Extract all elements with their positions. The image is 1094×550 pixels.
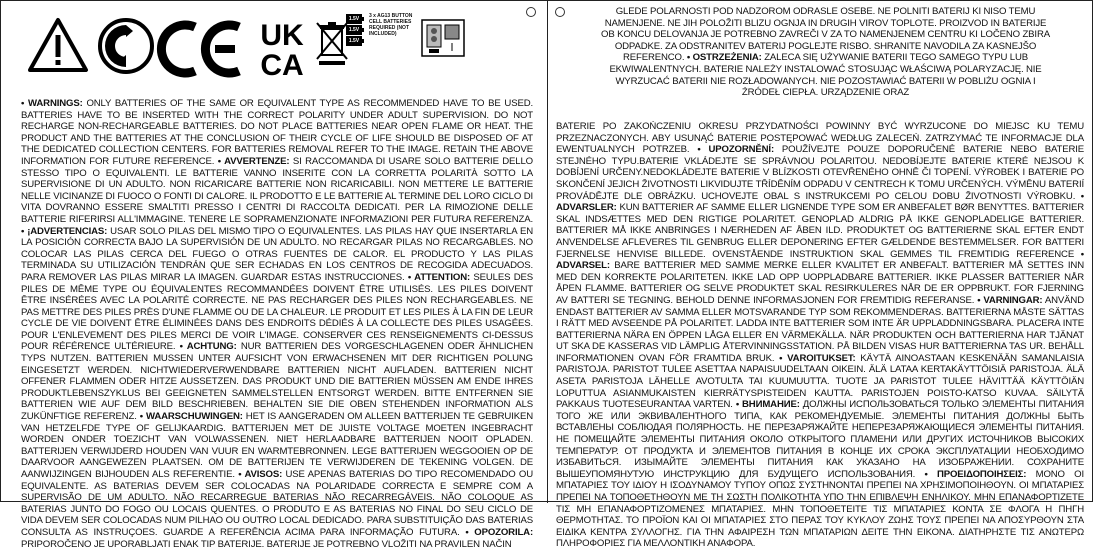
warning-fi: • VAROITUKSET: KÄYTÄ AINOASTAAN KESKENÄÄN SAMANLAISIA PARISTOJA. PARISTOT TULEE ASETTAA NAPAISUUDELTAAN OIKEIN. ÄLÄ LATAA KERTAKÄYTTÖISIÄ PARISTOJA. ÄLÄ ASETA PARISTOJA LÄHELLE AVOTULTA TAI KUUMUUTTA. TUOTE JA PARISTOT TULEE HÄVITTÄÄ KÄYTTÖIÄN LOPUTTUA ASIANMUKAISTEN KIERRÄTYSPISTEIDEN KAUTTA. PARISTOJEN POISTO-KATSO KUVAA. SÄILYTÄ PAKKAUS TUOTESEURANTAA VARTEN. bbox=[556, 352, 1085, 411]
crossed-out-bin-icon bbox=[315, 19, 349, 67]
warning-en: • WARNINGS: ONLY BATTERIES OF THE SAME OR EQUIVALENT TYPE AS RECOMMENDED HAVE TO BE USED. BATTERIES HAVE TO BE INSERTED WITH THE CORRECT POLARITY UNDER ADULT SUPERVISION. DO NOT RECHARGE NON-RECHARGEABLE BATTERIES. DO NOT PLACE BATTERIES NEAR OPEN FLAME OR HEAT. THE PRODUCT AND THE BATTERIES AT THE CONCLUSION OF THEIR CYCLE OF LIFE SHOULD BE DISPOSED OF AT THE DEDICATED COLLECTION CENTERS. FOR BATTERIES REMOVAL REFER TO THE IMAGE. RETAIN THE ABOVE INFORMATION FOR FUTURE REFERENCE. bbox=[21, 98, 533, 167]
warning-cs: • UPOZORNĚNÍ: POUŽÍVEJTE POUZE DOPORUČENÉ BATERIE NEBO BATERIE STEJNÉHO TYPU.BATERIE VKLÁDEJTE SE SPRÁVNOU POLARITOU. NEDOBÍJEJTE BATERIE KTERÉ NEJSOU K DOBÍJENÍ URČENY.NEDOKLÁDEJTE BATERIE V BLÍZKOSTI OTEVŘENÉHO OHNĚ ČI TOPENÍ. VÝROBEK I BATERIE PO SKONČENÍ JEJICH ŽIVOTNOSTI LIKVIDUJTE TŘÍDĚNÍM ODPADU V CENTRECH K TOMU URČENÝCH. VÝMĚNU BATERIÍ PROVÁDĚJTE DLE OBRÁZKU. UCHOVEJTE OBAL S INSTRUKCEMI PO CELOU DOBU ŽIVOTNOSTI VÝROBKU. bbox=[556, 144, 1084, 202]
left-warnings-text bbox=[21, 98, 534, 550]
ukca-line2: CA bbox=[260, 49, 304, 82]
right-panel bbox=[548, 1, 1094, 550]
battery-label: 1.5V bbox=[348, 37, 360, 44]
warning-it: • AVVERTENZE: SI RACCOMANDA DI USARE SOLO BATTERIE DELLO STESSO TIPO O EQUIVALENTI. LE BATTERIE VANNO INSERITE CON LA CORRETTA POLARITÀ SOTTO LA SUPERVISIONE DI UN ADULTO. NON RICARICARE BATTERIE NON RICARICABILI. NON METTERE LE BATTERIE NELLE VICINANZE DI FUOCO O FONTI DI CALORE. IL PRODOTTO E LE BATTERIE AL TERMINE DEL LORO CICLO DI VITA DOVRANNO ESSERE SMALTITI PRESSO I CENTRI DI RACCOLTA DEDICATI. PER LA RIMOZIONE DELLE BATTERIE RIFERIRSI ALL'IMMAGINE. TENERE LE SOPRAMENZIONATE INFORMAZIONI PER FUTURA REFERENZA. bbox=[21, 155, 533, 225]
left-panel bbox=[1, 1, 547, 550]
ukca-line1: UK bbox=[260, 19, 304, 52]
warning-el: • ΠΡΟΕΙΔΟΠΟΙΗΣΕΙΣ: ΜΟΝΟ ΟΙ ΜΠΑΤΑΡΙΕΣ ΤΟΥ ΙΔΙΟΥ Η ΙΣΟΔΥΝΑΜΟΥ ΤΥΠΟΥ ΟΠΩΣ ΣΥΣΤΗΝΟΝΤΑΙ ΠΡΕΠΕΙ ΝΑ ΧΡΗΣΙΜΟΠΟΙΗΘΟΥΝ. ΟΙ ΜΠΑΤΑΡΙΕΣ ΠΡΕΠΕΙ ΝΑ ΤΟΠΟΘΕΤΗΘΟΥΝ ΜΕ ΤΗ ΣΩΣΤΗ ΠΟΛΙΚΟΤΗΤΑ ΥΠΟ ΤΗΝ ΕΠΙΒΛΕΨΗ ΕΝΗΛΙΚΟΥ. ΜΗΝ ΕΠΑΝΑΦΟΡΤΙΖΕΤΕ ΤΙΣ ΜΗ ΕΠΑΝΑΦΟΡΤΙΖΟΜΕΝΕΣ ΜΠΑΤΑΡΙΕΣ. ΜΗΝ ΤΟΠΟΘΕΤΕΙΤΕ ΤΙΣ ΜΠΑΤΑΡΙΕΣ ΚΟΝΤΑ ΣΕ ΦΛΟΓΑ Η ΠΗΓΗ ΘΕΡΜΟΤΗΤΑΣ. ΤΟ ΠΡΟΪΟΝ ΚΑΙ ΟΙ ΜΠΑΤΑΡΙΕΣ ΣΤΟ ΠΕΡΑΣ ΤΟΥ ΚΥΚΛΟΥ ΖΩΗΣ ΤΟΥΣ ΠΡΕΠΕΙ ΝΑ ΑΠΟΣΥΡΘΟΥΝ ΣΤΑ ΕΙΔΙΚΑ ΚΕΝΤΡΑ ΣΥΛΛΟΓΗΣ. ΓΙΑ ΤΗΝ ΑΦΑΙΡΕΣΗ ΤΩΝ ΜΠΑΤΑΡΙΩΝ ΔΕΙΤΕ ΤΗΝ ΕΙΚΟΝΑ. ΔΙΑΤΗΡΗΣΤΕ ΤΙΣ ΑΝΩΤΕΡΩ ΠΛΗΡΟΦΟΡΙΕΣ ΓΙΑ ΜΕΛΛΟΝΤΙΚΗ ΑΝΑΦΟΡΑ. bbox=[556, 468, 1084, 550]
warning-triangle-icon bbox=[27, 17, 89, 73]
battery-compartment-diagram-icon bbox=[421, 19, 465, 57]
green-dot-icon bbox=[97, 17, 155, 75]
warning-pl-cont: BATERIE PO ZAKOŃCZENIU OKRESU PRZYDATNOŚCI POWINNY BYĆ WYRZUCONE DO MIEJSC KU TEMU PRZEZNACZONYCH. ABY USUNĄĆ BATERIE POSTĘPOWAĆ WEDŁUG ZALECEŃ. ZATRZYMAĆ TE INFORMACJE DLA EWENTUALNYCH POTRZEB. bbox=[556, 121, 1084, 156]
warning-fr: • ATTENTION: SEULES DES PILES DE MÊME TYPE OU ÉQUIVALENTES RECOMMANDÉES DOIVENT ÊTRE UTILISÉS. LES PILES DOIVENT ÊTRE INSÉRÉES AVEC LA POLARITÉ CORRECTE. NE PAS RECHARGER DES PILES NON RECHARGEABLES. NE PAS METTRE DES PILES PRÈS D'UNE FLAMME OU DE LA CHALEUR. LE PRODUIT ET LES PILES À LA FIN DE LEUR CYCLE DE VIE DOIVENT ÊTRE ÉLIMINÉES DANS DES ENDROITS DÉDIÉS À LA COLLECTE DES PILES USAGÉES. POUR L'ENLEVEMENT DES PILES MERCI DE VOIR L'IMAGE. CONSERVER CES RENSEIGNEMENTS CI-DESSUS POUR RÉFÉRENCE ULTÉRIEURE. bbox=[21, 271, 533, 353]
warning-da: • ADVARSLER: KUN BATTERIER AF SAMME ELLER LIGNENDE TYPE SOM ER ANBEFALET BØR BENYTTES. BATTERIER SKAL INDSÆTTES MED DEN RIGTIGE POLARITET. GENOPLAD ALDRIG PÅ IKKE GENOPLADELIGE BATTERIER. BATTERIER MÅ IKKE ANBRINGES I NÆRHEDEN AF ÅBEN ILD. PRODUKTET OG BATTERIERNE SKAL EFTER ENDT ANVENDELSE AFLEVERES TIL GENBRUG ELLER DEPONERING EFTER GÆLDENDE BESTEMMELSER. FOR BATTERI FJERNELSE HENVISE BILLEDE. OVENSTÅENDE INSTRUKTION SKAL GEMMES TIL FREMTIDIG REFERENCE bbox=[556, 190, 1084, 260]
warning-sl-cont: GLEDE POLARNOSTI POD NADZOROM ODRASLE OSEBE. NE POLNITI BATERIJ KI NISO TEMU NAMENJENE. NE JIH POLOŽITI BLIZU OGNJA IN DRUGIH VIROV TOPLOTE. PROIZVOD IN BATERIJE OB KONCU DELOVANJA JE POTREBNO ZAVREČI V ZA TO NAMENJENEM CENTRU KI LOČENO ZBIRA ODPADKE. ZA ODSTRANITEV BATERIJ POGLEJTE RISBO. SHRANITE NAVODILA ZA KASNEJŠO REFERENCO. bbox=[601, 6, 1050, 64]
registration-mark-icon bbox=[555, 7, 565, 17]
warning-es: • ¡ADVERTENCIAS: USAR SOLO PILAS DEL MISMO TIPO O EQUIVALENTES. LAS PILAS HAY QUE INSERTARLA EN LA POSICIÓN CORRECTA BAJO LA SUPERVISIÓN DE UN ADULTO. NO RECARGAR PILAS NO RECARGABLES. NO COLOCAR LAS PILAS CERCA DEL FUEGO O OTRAS FUENTES DE CALOR. EL PRODUCTO Y LAS PILAS TERMINADA SU UTILIZACIÓN TENDRÁN QUE SER ECHADAS EN LOS CENTROS DE RECOGIDA ADECUADOS. PARA REMOVER LAS PILAS MIRAR LA IMAGEN. GUARDAR ESTAS INSTRUCCIONES. bbox=[21, 225, 533, 283]
battery-label: 1.5V bbox=[348, 26, 360, 33]
ukca-mark-icon bbox=[251, 17, 313, 82]
warning-ru: • ВНИМАНИЕ: ДОЛЖНЫ ИСПОЛЬЗОВАТЬСЯ ТОЛЬКО ЭЛЕМЕНТЫ ПИТАНИЯ ТОГО ЖЕ ИЛИ ЭКВИВАЛЕНТНОГО ТИПА, КАК РЕКОМЕНДУЕМЫЕ. ЭЛЕМЕНТЫ ПИТАНИЯ ДОЛЖНЫ БЫТЬ ВСТАВЛЕНЫ СОБЛЮДАЯ ПОЛЯРНОСТЬ. НЕ ПЕРЕЗАРЯЖАЙТЕ НЕПЕРЕЗАРЯЖАЮЩИЕСЯ ЭЛЕМЕНТЫ ПИТАНИЯ. НЕ ПОМЕЩАЙТЕ ЭЛЕМЕНТЫ ПИТАНИЯ ОКОЛО ОТКРЫТОГО ПЛАМЕНИ ИЛИ ДРУГИХ ИСТОЧНИКОВ ВЫСОКИХ ТЕМПЕРАТУР. ОТ ПРОДУКТА И ЭЛЕМЕНТОВ ПИТАНИЯ В КОНЦЕ ИХ СРОКА ЭКСПЛУАТАЦИИ НЕОБХОДИМО ИЗБАВИТЬСЯ. ИЗЫМАЙТЕ ЭЛЕМЕНТЫ ПИТАНИЯ КАК УКАЗАНО НА ИЗОБРАЖЕНИИ. СОХРАНИТЕ ВЫШЕУПОМЯНУТУЮ ИНСТРУКЦИЮ ДЛЯ БУДУЩЕГО ИСПОЛЬЗОВАНИЯ. bbox=[556, 399, 1085, 480]
right-head-text bbox=[598, 6, 1053, 121]
warning-pl: • OSTRZEŻENIA: ZALECA SIĘ UŻYWANIE BATERII TEGO SAMEGO TYPU LUB EKWIWALENTNYCH. BATERIE NALEŻY INSTALOWAĆ STOSUJĄC WŁAŚCIWĄ POLARYZACJĘ. NIE WYRZUCAĆ BATERII NIE ROZŁADOWANYCH. NIE POZOSTAWIAĆ BATERII W POBLIŻU OGNIA I ŹRÓDEŁ CIEPŁA. URZĄDZENIE ORAZ bbox=[609, 52, 1042, 99]
ce-mark-icon bbox=[157, 19, 247, 79]
warning-de: • ACHTUNG: NUR BATTERIEN DES VORGESCHLAGENEN ODER ÄHNLICHEN TYPS NUTZEN. BATTERIEN MUSSEN UNTER AUFSICHT VON ERWACHSENEN MIT DER RICHTIGEN POLUNG EINGESETZT WERDEN. NICHTWIEDERVERWENDBARE BATTERIEN NICHT AUFLADEN. BATTERIEN NICHT OFFENER FLAMMEN ODER HITZE AUSSETZEN. DAS PRODUKT UND DIE BATTERIEN MÜSSEN AM ENDE IHRES PRODUKTLEBENSZYKLUS BEI GEEIGNETEN SAMMELSTELLEN ENTSORGT WERDEN. BITTE ENTFERNEN SIE BATTERIEN WIE AUF DEM BILD BESCHRIEBEN. BEHALTEN SIE DIE OBEN STEHENDEN INFORMATION ALS ZUKÜNFTIGE REFERENZ. bbox=[21, 341, 534, 423]
battery-requirement-text: 3 x AG13 BUTTON CELL BATTERIES REQUIRED (NOT INCLUDED) bbox=[369, 13, 413, 37]
battery-label: 1.5V bbox=[348, 15, 360, 22]
warning-sv: • VARNINGAR: ANVÄND ENDAST BATTERIER AV SAMMA ELLER MOTSVARANDE TYP SOM REKOMMENDERAS. BATTERIERNA MÅSTE SÄTTAS I RÄTT MED AVSEENDE PÅ POLARITET. LADDA INTE BATTERIER SOM INTE ÄR UPPLADDNINGSBARA. PLACERA INTE BATTERIERNA NÄRA EN ÖPPEN LÅGA ELLER EN VÄRMEKÄLLA. NÄR PRODUKTEN OCH BATTERIERNA HAR TJÄNAT UT SKA DE KASSERAS VID LÄMPLIG ÅTERVINNINGSSTATION. PÅ BILDEN VISAS HUR BATTERIERNA TAS UR. BEHÅLL INFORMATIONEN OVAN FÖR FRAMTIDA BRUK. bbox=[556, 294, 1084, 364]
warning-nl: • WAARSCHUWINGEN: HET IS AANGERADEN OM ALLEEN BATTERIJEN TE GEBRUIKEN VAN HETZELFDE TYPE OF GELIJKAARDIG. BATTERIJEN MET DE JUISTE VOLTAGE MOETEN INGEBRACHT WORDEN ONDER TOEZICHT VAN VOLWASSENEN. NIET HERLAADBARE BATTERIJEN NOOIT OPLADEN. BATTERIJEN VERWIJDERD HOUDEN VAN VUUR EN WARMTEBRONNEN. LEGE BATTERIJEN WEGGOOIEN OP DE DAARVOOR AANGEWEZEN PLAATSEN. OM DE BATTERIJEN TE VERWIJDEREN DE TEKENING VOLGEN. DE AANWIJZINGEN BIJHOUDEN ALS REFERENTIE. bbox=[21, 411, 533, 480]
warning-sl: • OPOZORILA: PRIPOROČENO JE UPORABLJATI ENAK TIP BATERIJE. BATERIJE JE POTREBNO VLOŽITI NA PRAVILEN NAČIN bbox=[21, 526, 533, 550]
warning-no: • ADVARSEL: BARE BATTERIER MED SAMME MERKE ELLER KVALITET ER ANBEFALT. BATTERIER MÅ SETTES INN MED DEN KORREKTE POLARITETEN. IKKE LAD OPP UOPPLADBARE BATTERIER. IKKE PLASSER BATTERIER NÅR ÅPEN FLAMME. BATTERIER OG SELVE PRODUKTET SKAL RESIRKULERES NÅR DE ER OPPBRUKT. FOR FJERNING AV BATTERI SE TEGNING. BEHOLD DENNE INFORMASJONEN FOR FREMTIDIG REFERANSE. bbox=[556, 248, 1084, 306]
warning-pt: • AVISOS: USE APENAS BATERIAS DO TIPO RECOMENDADO OU EQUIVALENTE. AS BATERIAS DEVEM SER COLOCADAS NA POLARIDADE CORRECTA E SEMPRE COM A SUPERVISÃO DE UM ADULTO. NÃO RECARREGUE BATERIAS NÃO RECARREGÁVEIS. NÃO COLOQUE AS BATERIAS JUNTO DO FOGO OU LOCAIS QUENTES. O PRODUTO E AS BATERIAS NO FINAL DO SEU CICLO DE VIDA DEVEM SER COLOCADAS NUM PILHAO OU OUTRO LOCAL DEDICADO. PARA SUBSTITUIÇÃO DAS BATERIAS CONSULTA AS INSTRUÇOES. GUARDE A REFERÊNCIA ACIMA PARA INFORMAÇÃO FUTURA. bbox=[21, 469, 533, 538]
right-warnings-text bbox=[556, 121, 1085, 550]
